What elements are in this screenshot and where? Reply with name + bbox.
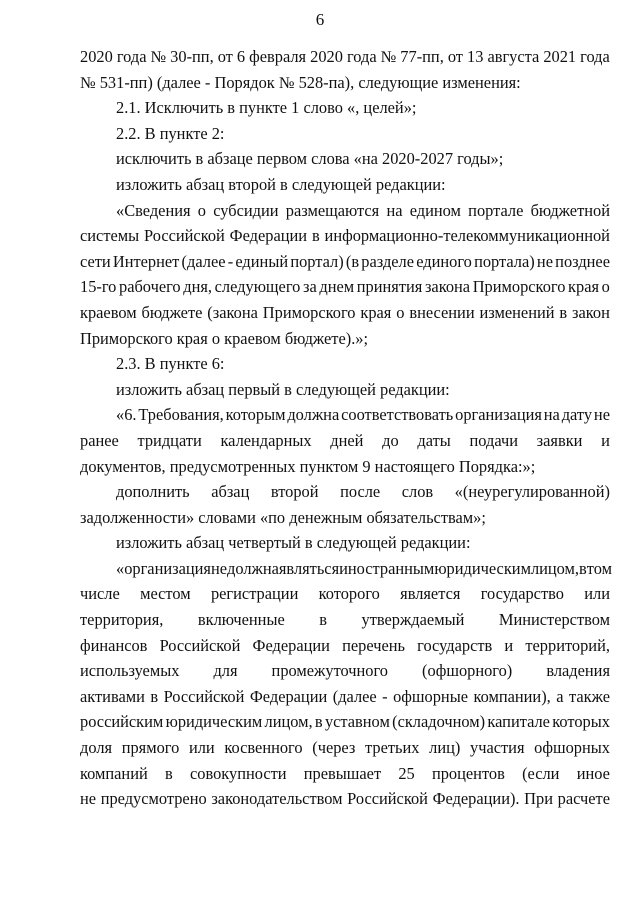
word: соответствовать [341, 405, 454, 425]
word: Федерации). [432, 789, 520, 809]
word: в [559, 302, 568, 322]
word: дополнить [116, 482, 190, 502]
word: лицом, [530, 558, 580, 578]
word: включенные [197, 610, 285, 630]
word: закон [572, 302, 610, 322]
word: промежуточного [271, 661, 389, 681]
word: - [382, 686, 388, 706]
word: числе [80, 584, 120, 604]
text-line [80, 402, 610, 428]
document-body [80, 44, 610, 812]
word: активами [80, 686, 145, 706]
word: системы [80, 226, 140, 246]
word: «Сведения [116, 200, 191, 220]
text-line [80, 198, 610, 224]
word: разделе [361, 251, 415, 271]
word: 13 [467, 47, 484, 66]
word: в [579, 558, 587, 578]
word: рабочего [119, 277, 181, 297]
word: дату [561, 405, 593, 425]
word: после [340, 482, 381, 502]
word: косвенного [224, 738, 303, 758]
word: Требования, [138, 405, 224, 425]
word: прямого [121, 738, 180, 758]
word: подачи [469, 430, 518, 450]
word: года [580, 47, 610, 66]
word: о [396, 302, 405, 322]
word: иное [576, 763, 610, 783]
word: 2021 [543, 47, 577, 66]
word: и [504, 635, 514, 655]
word: законодательством [211, 789, 343, 809]
text-line: изложить абзац второй в следующей редакции: [116, 174, 446, 194]
word: используемых [80, 661, 180, 681]
word: (через [312, 738, 356, 758]
word: в [314, 712, 323, 732]
word: года [346, 47, 377, 66]
text-line [80, 479, 610, 505]
word: позднее [555, 251, 610, 271]
word: При [524, 789, 553, 809]
text-line [80, 274, 610, 300]
word: Приморского [262, 302, 356, 322]
word: бюджетной [530, 200, 610, 220]
word: которых [552, 712, 610, 732]
text-line: задолженности» словами «по денежным обязательствам»; [80, 507, 486, 527]
word: едином [409, 200, 461, 220]
text-line [80, 658, 610, 684]
word: 2020 [80, 47, 113, 66]
text-line [80, 761, 610, 787]
word: (далее [332, 686, 377, 706]
word: единого [416, 251, 472, 271]
word: в [150, 686, 159, 706]
text-line: 2.2. В пункте 2: [116, 123, 225, 143]
word: не [536, 251, 553, 271]
word: (складочном) [392, 712, 486, 732]
word: до [382, 430, 399, 450]
word: должна [227, 558, 279, 578]
word: дня, [183, 277, 212, 297]
text-line: исключить в абзаце первом слова «на 2020-2027 годы»; [116, 149, 504, 169]
word: государство [480, 584, 564, 604]
text-line [80, 44, 610, 70]
word: Российской [159, 635, 241, 655]
word: февраля [249, 47, 307, 66]
word: заявки [536, 430, 583, 450]
text-line [80, 786, 610, 812]
text-line [80, 581, 610, 607]
word: процентов [431, 763, 505, 783]
word: юридическим [434, 558, 531, 578]
text-line [80, 223, 610, 249]
word: 30-пп, [170, 47, 214, 66]
word: превышает [303, 763, 382, 783]
word: владения [546, 661, 610, 681]
word: местом [140, 584, 191, 604]
word: Министерством [498, 610, 610, 630]
word: за [302, 277, 317, 297]
word: портала) [474, 251, 535, 271]
word: доля [80, 738, 113, 758]
word: 77-пп, [400, 47, 444, 66]
word: информационно-телекоммуникационной [324, 226, 610, 246]
word: компании), [473, 686, 551, 706]
word: юридическим [165, 712, 263, 732]
word: для [213, 661, 238, 681]
text-line [80, 428, 610, 454]
word: организация [455, 405, 542, 425]
word: предусмотрено [100, 789, 207, 809]
text-line [80, 607, 610, 633]
word: 15-го [80, 277, 117, 297]
word: № [150, 47, 167, 66]
word: года [116, 47, 147, 66]
word: Федерации [229, 226, 308, 246]
word: также [568, 686, 610, 706]
word: «(неурегулированной) [454, 482, 610, 502]
word: финансов [80, 635, 148, 655]
word: - [227, 251, 234, 271]
word: «6. [116, 405, 137, 425]
word: третьих [365, 738, 420, 758]
word: сети [80, 251, 111, 271]
text-line: № 531-пп) (далее - Порядок № 528-па), следующие изменения: [80, 72, 521, 92]
word: Интернет [112, 251, 180, 271]
text-line: изложить абзац четвертый в следующей редакции: [116, 533, 471, 553]
word: края [568, 277, 600, 297]
word: том [586, 558, 612, 578]
word: Федерации [249, 686, 328, 706]
word: компаний [80, 763, 148, 783]
word: (закона [207, 302, 258, 322]
word: является [400, 584, 461, 604]
word: регистрации [210, 584, 299, 604]
word: абзац [211, 482, 250, 502]
word: следующего [214, 277, 301, 297]
word: (далее [181, 251, 226, 271]
word: Приморского [472, 277, 566, 297]
word: 25 [398, 763, 415, 783]
word: «организация [116, 558, 211, 578]
word: единый [235, 251, 289, 271]
word: бюджете [141, 302, 203, 322]
word: территорий, [525, 635, 610, 655]
word: капитале [487, 712, 550, 732]
text-line [80, 735, 610, 761]
word: дней [330, 430, 364, 450]
word: от [217, 47, 233, 66]
word: в [311, 226, 320, 246]
word: на [386, 200, 403, 220]
word: уставном [324, 712, 390, 732]
word: изменений [479, 302, 555, 322]
word: портале [468, 200, 524, 220]
word: тридцати [137, 430, 202, 450]
text-line: 2.3. В пункте 6: [116, 354, 225, 374]
word: иностранным [339, 558, 435, 578]
word: 6 [236, 47, 246, 66]
text-line [80, 684, 610, 710]
word: должна [287, 405, 340, 425]
word: о [601, 277, 610, 297]
word: которым [225, 405, 286, 425]
word: государств [417, 635, 493, 655]
text-line [80, 556, 610, 582]
word: перечень [342, 635, 405, 655]
word: закона [424, 277, 471, 297]
word: офшорных [534, 738, 610, 758]
word: Российской [347, 789, 428, 809]
word: не [80, 789, 97, 809]
word: днем [319, 277, 355, 297]
word: Российской [163, 686, 245, 706]
word: (офшорного) [422, 661, 513, 681]
word: участия [470, 738, 525, 758]
word: российским [80, 712, 164, 732]
word: календарных [220, 430, 312, 450]
word: и [601, 430, 610, 450]
word: лиц) [429, 738, 461, 758]
word: внесении [409, 302, 475, 322]
word: даты [417, 430, 451, 450]
word: совокупности [189, 763, 287, 783]
word: не [210, 558, 228, 578]
word: расчете [557, 789, 610, 809]
text-line [80, 300, 610, 326]
word: офшорные [393, 686, 468, 706]
word: субсидии [213, 200, 279, 220]
text-line: изложить абзац первый в следующей редакции: [116, 379, 450, 399]
text-line [80, 709, 610, 735]
word: (в [345, 251, 360, 271]
word: или [188, 738, 215, 758]
word: портал) [290, 251, 344, 271]
word: второй [270, 482, 319, 502]
word: являться [278, 558, 340, 578]
word: Российской [144, 226, 225, 246]
word: краевом [80, 302, 137, 322]
word: в [164, 763, 173, 783]
word: № [380, 47, 397, 66]
word: ранее [80, 430, 119, 450]
word: 2020 [310, 47, 343, 66]
word: в [319, 610, 327, 630]
word: или [584, 584, 610, 604]
word: которого [318, 584, 380, 604]
text-line [80, 249, 610, 275]
word: принятия [356, 277, 423, 297]
word: не [593, 405, 610, 425]
word: утверждаемый [361, 610, 465, 630]
word: территория, [80, 610, 164, 630]
word: края [360, 302, 392, 322]
word: Федерации [252, 635, 330, 655]
word: на [543, 405, 560, 425]
word: размещаются [285, 200, 380, 220]
word: лицом, [264, 712, 313, 732]
word: а [556, 686, 564, 706]
word: о [197, 200, 206, 220]
word: от [447, 47, 463, 66]
word: августа [487, 47, 540, 66]
page-number: 6 [315, 10, 325, 29]
text-line: Приморского края о краевом бюджете).»; [80, 328, 369, 348]
text-line: документов, предусмотренных пунктом 9 настоящего Порядка:»; [80, 456, 536, 476]
text-line: 2.1. Исключить в пункте 1 слово «, целей»; [116, 98, 417, 118]
word: (если [522, 763, 560, 783]
word: слов [401, 482, 434, 502]
text-line [80, 633, 610, 659]
